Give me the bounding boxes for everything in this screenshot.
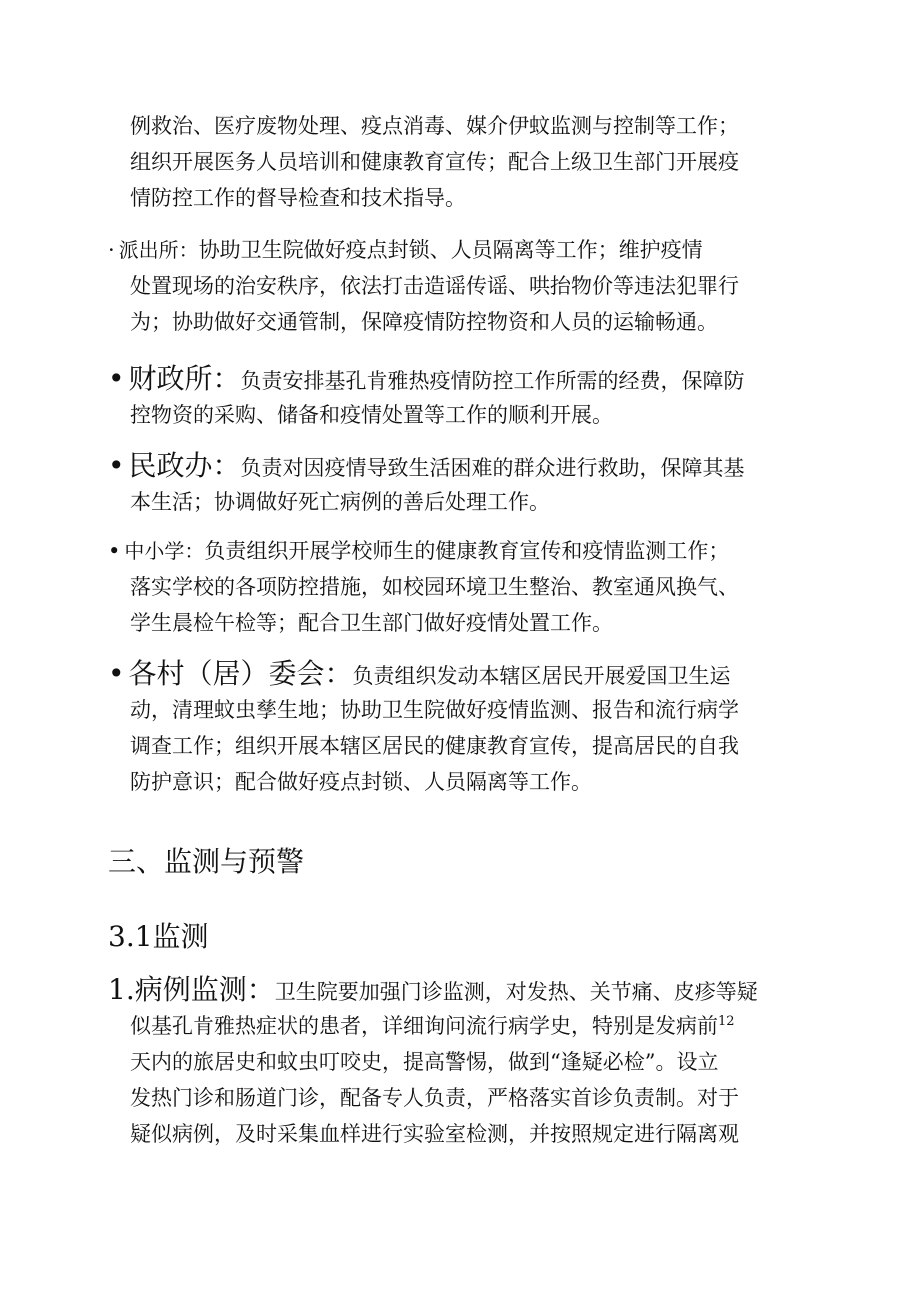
item-label: 派出所：: [118, 238, 199, 262]
paragraph-label: 1.病例监测：: [108, 973, 275, 1006]
text-line: 天内的旅居史和蚊虫叮咬史，提高警惕，做到“逢疑必检”。设立: [130, 1050, 719, 1074]
number-text: 12: [718, 1014, 735, 1029]
text-line: 动，清理蚊虫孳生地；协助卫生院做好疫情监测、报告和流行病学: [130, 698, 739, 722]
item-finance-office: [108, 361, 808, 433]
text-line: 例救治、医疗废物处理、疫点消毒、媒介伊蚊监测与控制等工作；: [130, 114, 739, 138]
text-line: 本生活；协调做好死亡病例的善后处理工作。: [130, 490, 550, 514]
section-heading: 三、监测与预警: [108, 845, 305, 878]
text-line: 处置现场的治安秩序，依法打击造谣传谣、哄抬物价等违法犯罪行: [130, 274, 739, 298]
item-label: 中小学：: [124, 539, 205, 563]
item-civil-affairs-office: [108, 448, 808, 520]
item-label: 财政所：: [128, 362, 241, 395]
text-line: 疑似病例，及时采集血样进行实验室检测，并按照规定进行隔离观: [130, 1122, 739, 1146]
text-line: 防护意识；配合做好疫点封锁、人员隔离等工作。: [130, 770, 592, 794]
bullet-icon: •: [108, 449, 125, 482]
bullet-icon: •: [108, 657, 125, 690]
bullet-icon: •: [108, 362, 125, 395]
item-text: 负责组织开展学校师生的健康教育宣传和疫情监测工作；: [204, 539, 730, 563]
item-village-committees: [108, 656, 808, 800]
text-line: 发热门诊和肠道门诊，配备专人负责，严格落实首诊负责制。对于: [130, 1086, 739, 1110]
paragraph-text: 卫生院要加强门诊监测，对发热、关节痛、皮疹等疑: [274, 980, 758, 1004]
item-label: 民政办：: [128, 449, 241, 482]
item-text: 负责安排基孔肯雅热疫情防控工作所需的经费，保障防: [240, 369, 745, 393]
continuation-paragraph: [108, 108, 808, 216]
item-text: 负责对因疫情导致生活困难的群众进行救助，保障其基: [240, 456, 745, 480]
text-line: 调查工作；组织开展本辖区居民的健康教育宣传，提高居民的自我: [130, 734, 739, 758]
item-label: 各村（居）委会：: [128, 657, 353, 690]
case-monitoring-paragraph: [108, 972, 808, 1152]
text-line: 情防控工作的督导检查和技术指导。: [130, 186, 466, 210]
text-line: 控物资的采购、储备和疫情处置等工作的顺利开展。: [130, 403, 613, 427]
text-line: 落实学校的各项防控措施，如校园环境卫生整治、教室通风换气、: [130, 575, 739, 599]
text-line: 组织开展医务人员培训和健康教育宣传；配合上级卫生部门开展疫: [130, 150, 739, 174]
text-line: 似基孔肯雅热症状的患者，详细询问流行病学史，特别是发病前: [130, 1014, 718, 1038]
text-line: 为；协助做好交通管制，保障疫情防控物资和人员的运输畅通。: [130, 310, 718, 334]
item-schools: [108, 533, 808, 641]
item-text: 协助卫生院做好疫点封锁、人员隔离等工作；维护疫情: [198, 238, 703, 262]
text-line: 学生晨检午检等；配合卫生部门做好疫情处置工作。: [130, 611, 613, 635]
subsection-heading: 3.1监测: [108, 920, 209, 953]
bullet-icon: ·: [108, 238, 115, 262]
item-police-station: [108, 232, 808, 340]
bullet-icon: •: [108, 539, 121, 563]
item-text: 负责组织发动本辖区居民开展爱国卫生运: [352, 664, 731, 688]
